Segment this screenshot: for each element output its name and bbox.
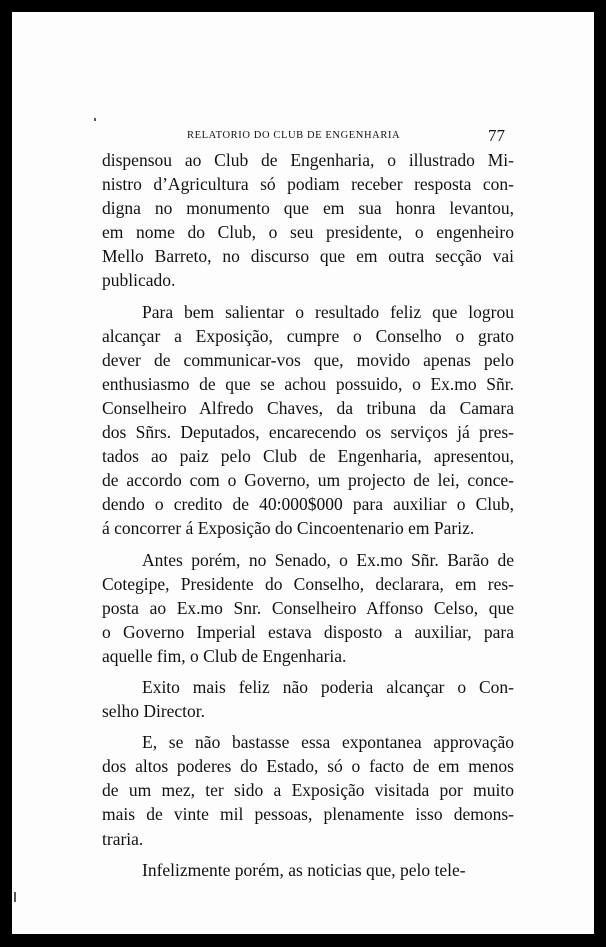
paragraph xyxy=(102,675,514,723)
paragraph xyxy=(102,148,514,293)
text-line: dos altos poderes do Estado, só o facto de em menos xyxy=(102,756,514,777)
text-line: Para bem salientar o resultado feliz que logrou xyxy=(142,301,514,322)
text-line: dever de communicar-vos que, movido apenas pelo xyxy=(102,349,514,370)
paragraph xyxy=(102,300,514,541)
text-line: Mello Barreto, no discurso que em outra secção vai xyxy=(102,246,514,267)
paragraph xyxy=(102,730,514,850)
paragraph-gap xyxy=(102,851,514,858)
text-line: Conselheiro Alfredo Chaves, da tribuna da Camara xyxy=(102,397,514,418)
text-line: digna no monumento que em sua honra levantou, xyxy=(102,198,514,219)
paragraph-gap xyxy=(102,668,514,675)
paragraph-gap xyxy=(102,293,514,300)
paragraph-gap xyxy=(102,723,514,730)
text-line: nistro d’Agricultura só podiam receber resposta con- xyxy=(102,174,514,195)
page-header xyxy=(12,126,594,148)
running-head: RELATORIO DO CLUB DE ENGENHARIA xyxy=(187,130,401,141)
text-line: posta ao Ex.mo Snr. Conselheiro Affonso Celso, que xyxy=(102,597,514,618)
text-line: Antes porém, no Senado, o Ex.mo Sñr. Barão de xyxy=(142,549,514,570)
text-line: E, se não bastasse essa expontanea approvação xyxy=(142,732,514,753)
paragraph-gap xyxy=(102,541,514,548)
text-line: traria. xyxy=(102,828,144,849)
document-page xyxy=(12,12,594,934)
text-line: Exito mais feliz não poderia alcançar o Con- xyxy=(142,676,514,697)
body-text xyxy=(102,148,514,882)
text-line: selho Director. xyxy=(102,701,206,722)
text-line: dispensou ao Club de Engenharia, o illustrado Mi- xyxy=(102,150,514,170)
text-line: á concorrer á Exposição do Cincoentenario em Pariz. xyxy=(102,518,475,539)
text-line: Infelizmente porém, as noticias que, pelo tele- xyxy=(142,859,466,880)
text-line: Cotegipe, Presidente do Conselho, declarara, em res- xyxy=(102,573,514,594)
text-line: tados ao paiz pelo Club de Engenharia, apresentou, xyxy=(102,446,514,467)
text-line: publicado. xyxy=(102,270,176,291)
text-line: dos Sñrs. Deputados, encarecendo os serviços já pres- xyxy=(102,422,514,443)
text-line: mais de vinte mil pessoas, plenamente isso demons- xyxy=(102,804,514,825)
text-line: enthusiasmo de que se achou possuido, o Ex.mo Sñr. xyxy=(102,373,514,394)
text-line: alcançar a Exposição, cumpre o Conselho o grato xyxy=(102,325,514,346)
page-number: 77 xyxy=(488,126,505,145)
text-line: de um mez, ter sido a Exposição visitada por muito xyxy=(102,780,514,801)
paragraph xyxy=(102,858,514,882)
scan-speck xyxy=(14,892,16,902)
text-line: dendo o credito de 40:000$000 para auxiliar o Club, xyxy=(102,494,514,515)
scan-speck xyxy=(94,118,96,121)
text-line: o Governo Imperial estava disposto a auxiliar, para xyxy=(102,621,514,642)
paragraph xyxy=(102,548,514,668)
text-line: aquelle fim, o Club de Engenharia. xyxy=(102,645,347,666)
text-line: em nome do Club, o seu presidente, o engenheiro xyxy=(102,222,514,243)
text-line: de accordo com o Governo, um projecto de lei, conce- xyxy=(102,470,514,491)
